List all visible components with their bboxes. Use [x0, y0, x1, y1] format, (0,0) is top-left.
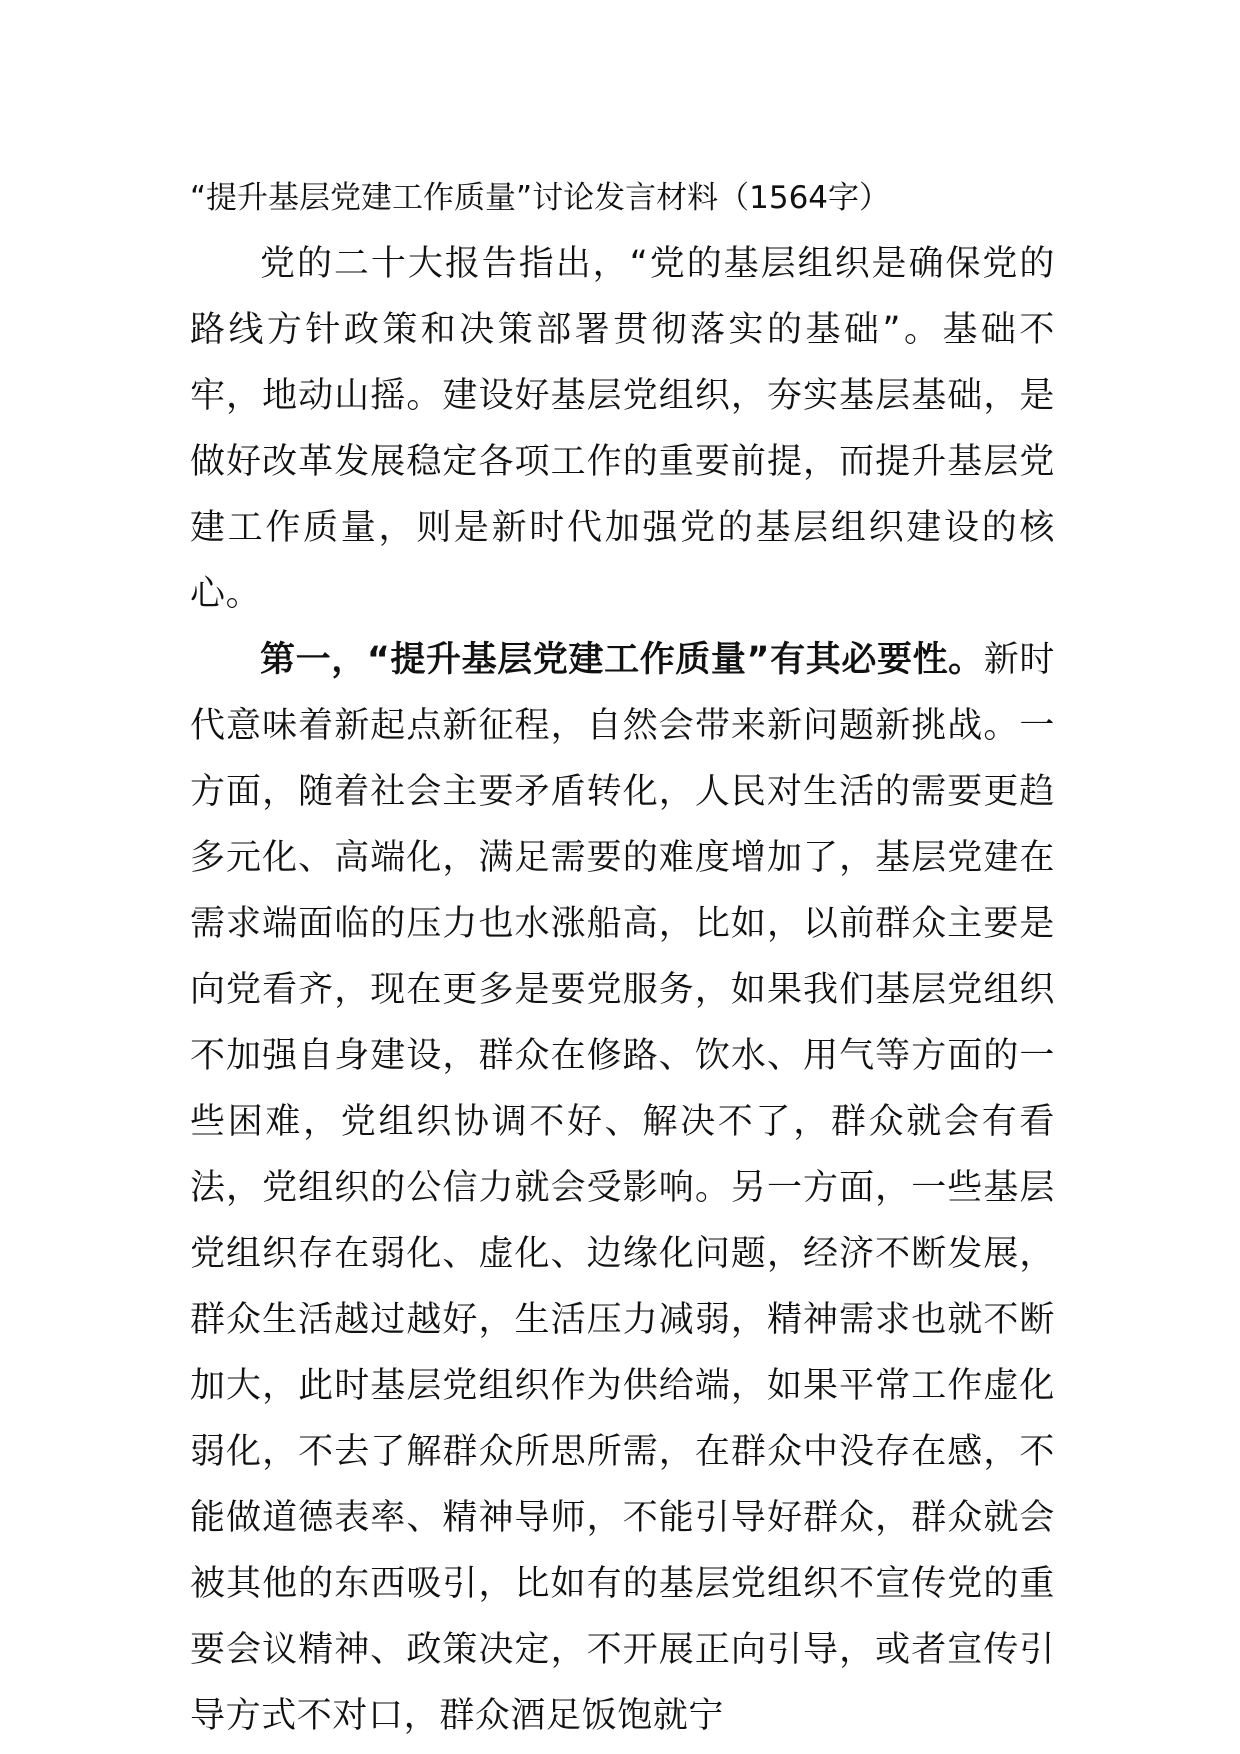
- document-title: “提升基层党建工作质量”讨论发言材料（1564字）: [190, 180, 891, 216]
- section-one-heading: 第一，“提升基层党建工作质量”有其必要性。: [260, 640, 984, 680]
- section-one-paragraph: [190, 627, 1055, 1749]
- section-one-body: 新时代意味着新起点新征程，自然会带来新问题新挑战。一方面，随着社会主要矛盾转化，人民对生活的需要更趋多元化、高端化，满足需要的难度增加了，基层党建在需求端面临的压力也水涨船高，比如，以前群众主要是向党看齐，现在更多是要党服务，如果我们基层党组织不加强自身建设，群众在修路、饮水、用气等方面的一些困难，党组织协调不好、解决不了，群众就会有看法，党组织的公信力就会受影响。另一方面，一些基层党组织存在弱化、虚化、边缘化问题，经济不断发展，群众生活越过越好，生活压力减弱，精神需求也就不断加大，此时基层党组织作为供给端，如果平常工作虚化弱化，不去了解群众所思所需，在群众中没存在感，不能做道德表率、精神导师，不能引导好群众，群众就会被其他的东西吸引，比如有的基层党组织不宣传党的重要会议精神、政策决定，不开展正向引导，或者宣传引导方式不对口，群众酒足饭饱就宁: [190, 640, 1056, 1736]
- document-content: [190, 165, 1055, 1749]
- intro-paragraph: 党的二十大报告指出，“党的基层组织是确保党的路线方针政策和决策部署贯彻落实的基础”。基础不牢，地动山摇。建设好基层党组织，夯实基层基础，是做好改革发展稳定各项工作的重要前提，而提升基层党建工作质量，则是新时代加强党的基层组织建设的核心。: [190, 244, 1055, 614]
